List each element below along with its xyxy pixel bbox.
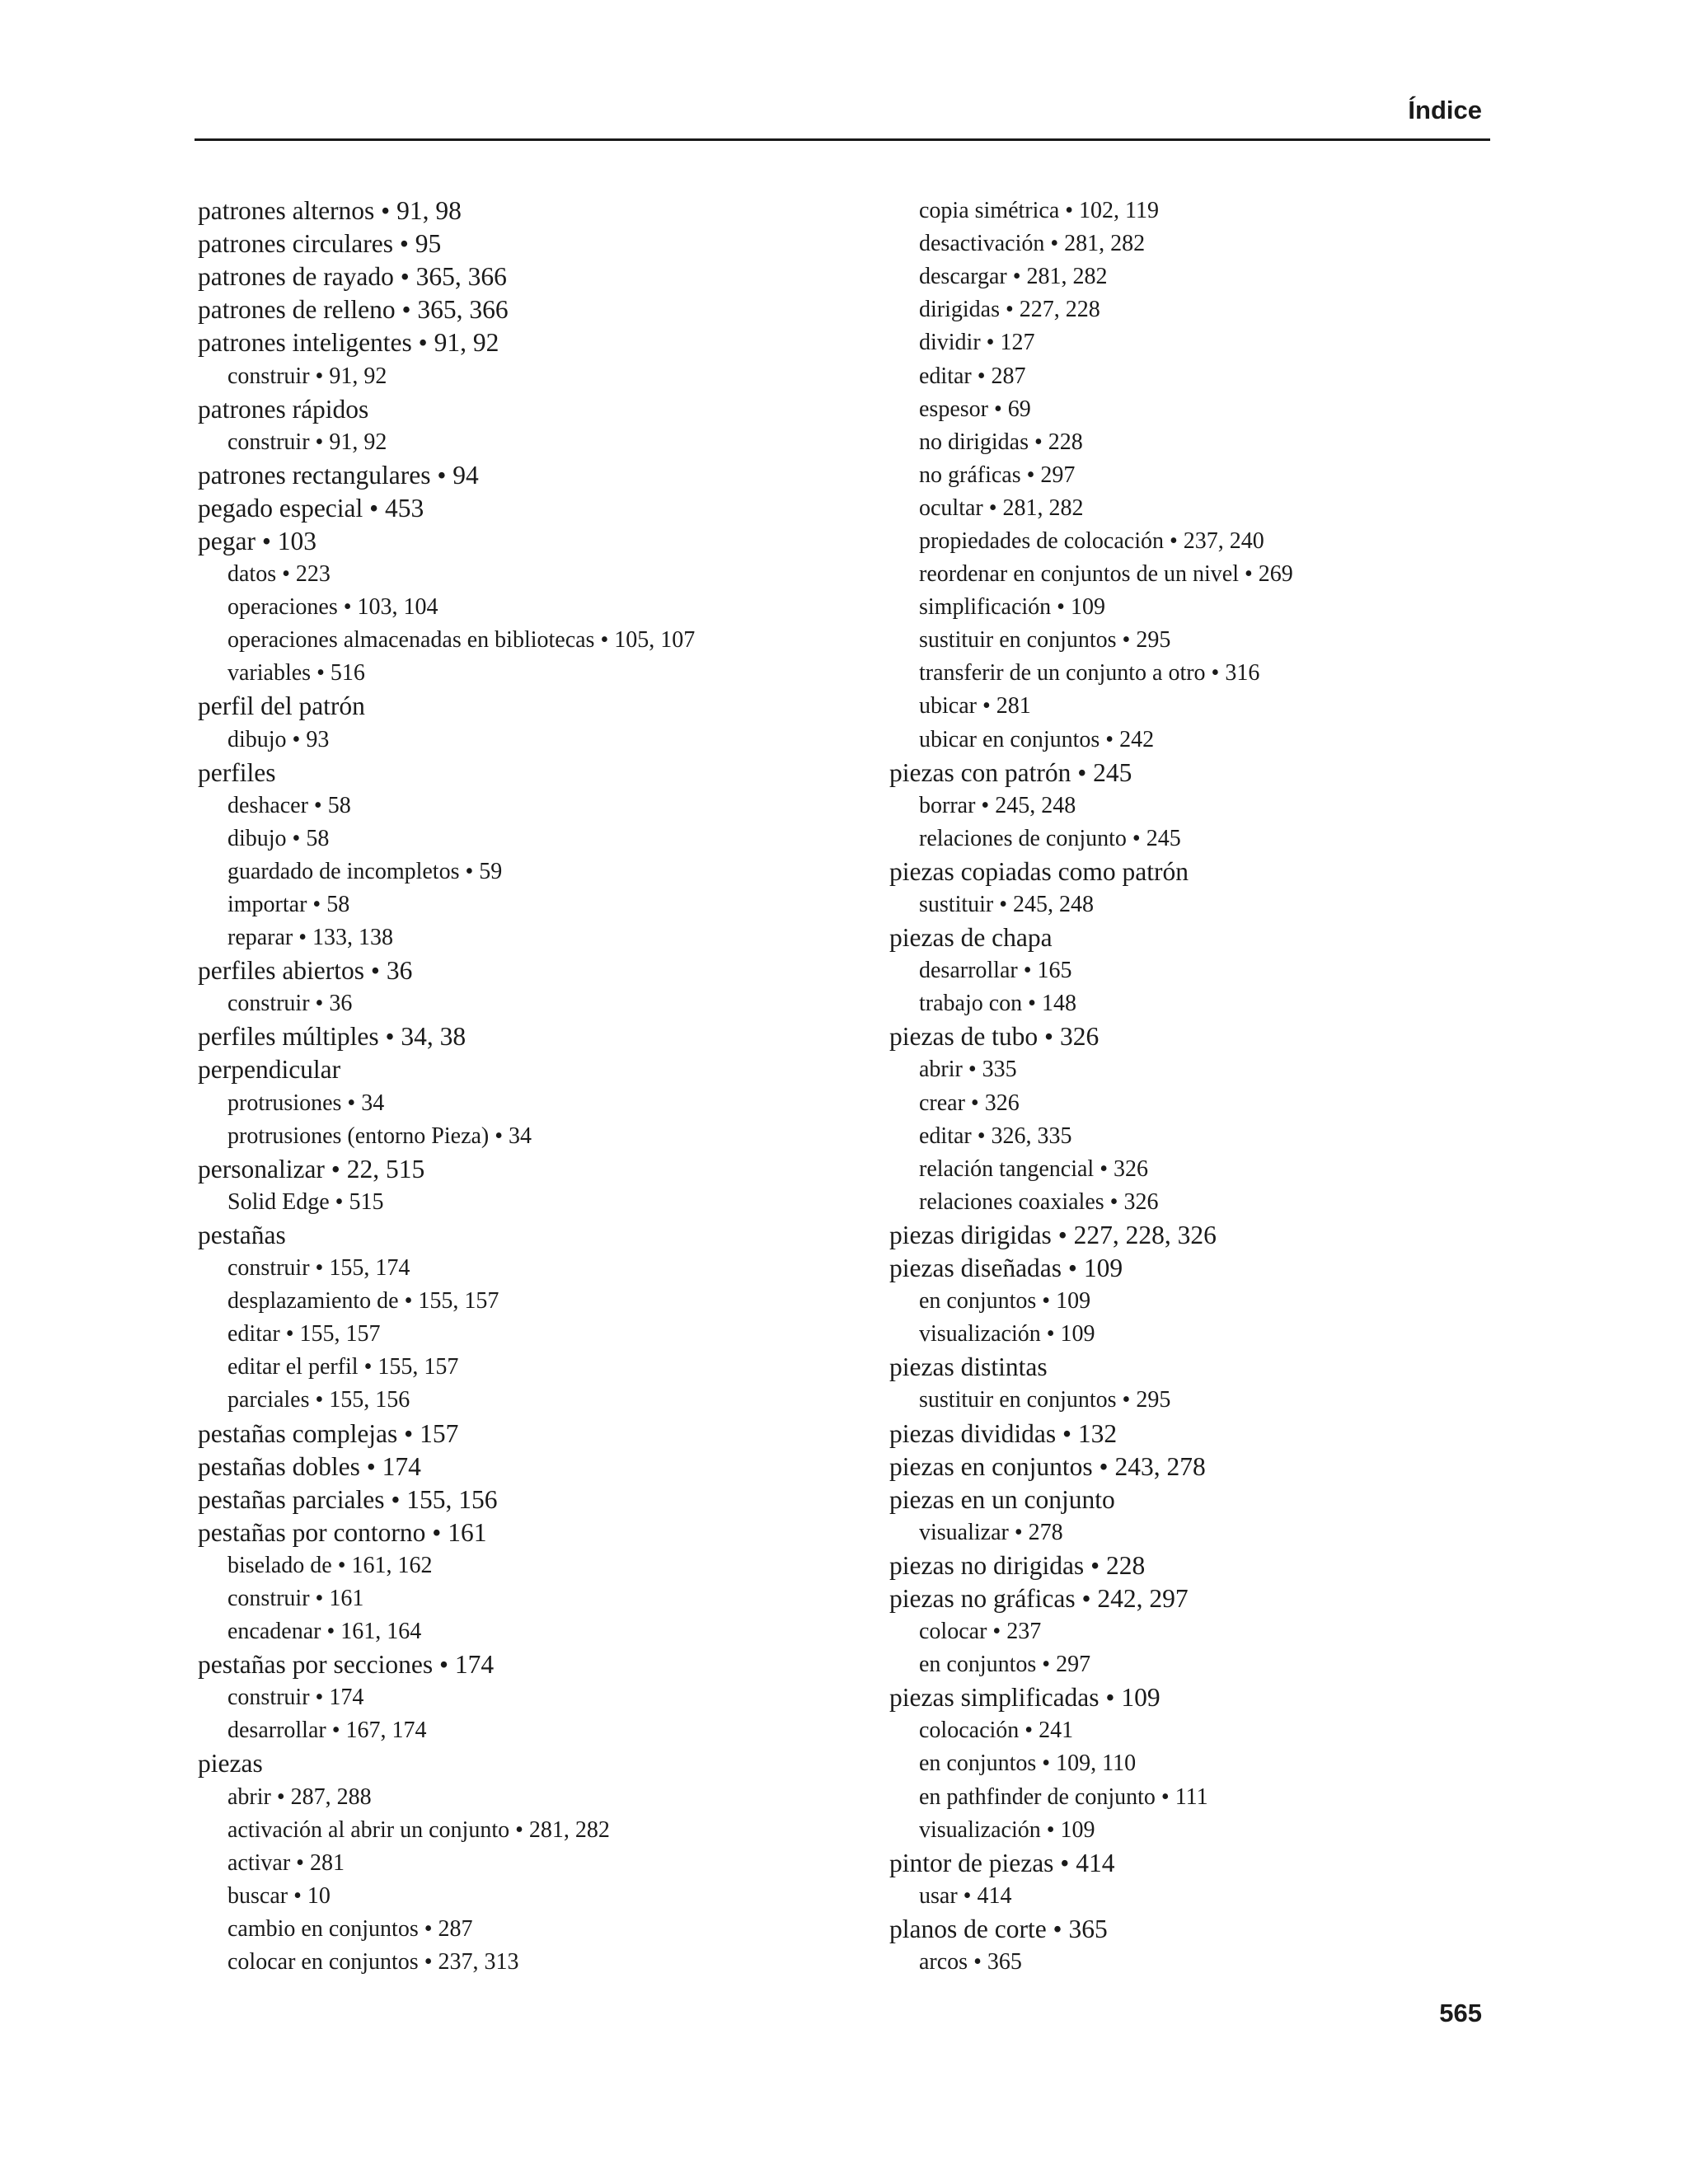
index-subentry: cambio en conjuntos • 287 — [227, 1915, 473, 1942]
index-subentry: propiedades de colocación • 237, 240 — [919, 527, 1264, 554]
index-subentry: dividir • 127 — [919, 330, 1035, 356]
index-entry: perfiles abiertos • 36 — [198, 956, 413, 986]
index-entry: piezas — [198, 1749, 263, 1779]
index-subentry: protrusiones • 34 — [227, 1090, 385, 1116]
index-subentry: espesor • 69 — [919, 396, 1031, 422]
index-subentry: editar • 155, 157 — [227, 1321, 381, 1347]
index-entry: piezas en un conjunto — [889, 1484, 1115, 1514]
index-subentry: editar • 287 — [919, 363, 1026, 389]
index-subentry: colocar en conjuntos • 237, 313 — [227, 1949, 519, 1975]
index-entry: patrones alternos • 91, 98 — [198, 196, 462, 226]
index-entry: pestañas — [198, 1220, 286, 1249]
index-subentry: abrir • 287, 288 — [227, 1783, 372, 1810]
index-subentry: sustituir en conjuntos • 295 — [919, 1387, 1171, 1413]
index-subentry: parciales • 155, 156 — [227, 1387, 410, 1413]
index-subentry: deshacer • 58 — [227, 792, 351, 818]
index-entry: patrones inteligentes • 91, 92 — [198, 328, 499, 358]
index-subentry: reparar • 133, 138 — [227, 925, 394, 951]
index-subentry: descargar • 281, 282 — [919, 264, 1108, 290]
index-subentry: borrar • 245, 248 — [919, 792, 1076, 818]
index-subentry: construir • 36 — [227, 991, 353, 1017]
index-entry: personalizar • 22, 515 — [198, 1154, 425, 1183]
index-entry: piezas distintas — [889, 1352, 1048, 1382]
page-number: 565 — [1439, 1999, 1482, 2027]
index-subentry: relaciones de conjunto • 245 — [919, 825, 1181, 851]
index-subentry: activar • 281 — [227, 1849, 345, 1876]
index-subentry: abrir • 335 — [919, 1057, 1017, 1083]
index-subentry: en pathfinder de conjunto • 111 — [919, 1783, 1208, 1810]
index-subentry: trabajo con • 148 — [919, 991, 1076, 1017]
index-subentry: desarrollar • 165 — [919, 958, 1072, 984]
index-subentry: colocar • 237 — [919, 1619, 1042, 1645]
index-subentry: visualización • 109 — [919, 1816, 1095, 1843]
index-entry: perfiles — [198, 757, 276, 787]
index-subentry: Solid Edge • 515 — [227, 1188, 384, 1215]
index-entry: piezas simplificadas • 109 — [889, 1683, 1160, 1713]
index-subentry: dibujo • 93 — [227, 726, 330, 752]
index-subentry: reordenar en conjuntos de un nivel • 269 — [919, 561, 1293, 588]
index-entry: pestañas dobles • 174 — [198, 1451, 421, 1481]
index-subentry: copia simétrica • 102, 119 — [919, 198, 1160, 224]
index-column-left — [198, 194, 874, 1979]
index-subentry: en conjuntos • 109 — [919, 1288, 1091, 1315]
index-subentry: ocultar • 281, 282 — [919, 494, 1084, 521]
index-subentry: colocación • 241 — [919, 1718, 1074, 1744]
index-entry: patrones circulares • 95 — [198, 229, 442, 259]
index-entry: patrones rápidos — [198, 394, 369, 424]
index-subentry: visualización • 109 — [919, 1321, 1095, 1347]
index-subentry: operaciones • 103, 104 — [227, 594, 438, 621]
index-subentry: biselado de • 161, 162 — [227, 1552, 433, 1578]
index-subentry: relación tangencial • 326 — [919, 1155, 1149, 1182]
index-entry: patrones rectangulares • 94 — [198, 460, 479, 490]
index-subentry: importar • 58 — [227, 892, 350, 918]
index-subentry: editar el perfil • 155, 157 — [227, 1354, 459, 1380]
index-entry: piezas no dirigidas • 228 — [889, 1550, 1146, 1580]
index-entry: perfiles múltiples • 34, 38 — [198, 1022, 467, 1052]
index-entry: piezas copiadas como patrón — [889, 856, 1189, 886]
index-entry: piezas diseñadas • 109 — [889, 1254, 1123, 1283]
index-subentry: operaciones almacenadas en bibliotecas • 105, 107 — [227, 627, 696, 654]
index-subentry: variables • 516 — [227, 660, 365, 687]
index-subentry: activación al abrir un conjunto • 281, 282 — [227, 1816, 610, 1843]
index-entry: pegar • 103 — [198, 526, 316, 555]
index-subentry: construir • 91, 92 — [227, 429, 387, 455]
index-subentry: arcos • 365 — [919, 1949, 1022, 1975]
index-subentry: construir • 161 — [227, 1585, 364, 1611]
index-subentry: construir • 155, 174 — [227, 1255, 410, 1282]
index-subentry: editar • 326, 335 — [919, 1122, 1072, 1149]
index-entry: patrones de rayado • 365, 366 — [198, 262, 507, 292]
index-entry: patrones de relleno • 365, 366 — [198, 295, 509, 325]
index-entry: pegado especial • 453 — [198, 493, 424, 523]
index-subentry: en conjuntos • 109, 110 — [919, 1750, 1137, 1777]
index-entry: pestañas por secciones • 174 — [198, 1650, 495, 1680]
index-subentry: visualizar • 278 — [919, 1519, 1063, 1545]
index-subentry: ubicar en conjuntos • 242 — [919, 726, 1155, 752]
index-subentry: dibujo • 58 — [227, 825, 330, 851]
index-subentry: dirigidas • 227, 228 — [919, 297, 1100, 323]
index-subentry: relaciones coaxiales • 326 — [919, 1188, 1159, 1215]
index-entry: pestañas complejas • 157 — [198, 1418, 459, 1448]
index-entry: pintor de piezas • 414 — [889, 1848, 1115, 1877]
index-subentry: transferir de un conjunto a otro • 316 — [919, 660, 1260, 687]
header-divider — [195, 138, 1490, 141]
index-entry: piezas no gráficas • 242, 297 — [889, 1583, 1189, 1613]
index-subentry: desarrollar • 167, 174 — [227, 1718, 427, 1744]
index-subentry: construir • 174 — [227, 1685, 364, 1711]
index-subentry: desplazamiento de • 155, 157 — [227, 1288, 499, 1315]
index-subentry: ubicar • 281 — [919, 693, 1031, 719]
index-subentry: guardado de incompletos • 59 — [227, 858, 503, 884]
index-subentry: en conjuntos • 297 — [919, 1652, 1091, 1678]
index-entry: piezas dirigidas • 227, 228, 326 — [889, 1220, 1217, 1249]
index-subentry: simplificación • 109 — [919, 594, 1105, 621]
index-entry: piezas de tubo • 326 — [889, 1022, 1100, 1052]
index-entry: piezas divididas • 132 — [889, 1418, 1118, 1448]
section-title: Índice — [1408, 96, 1482, 124]
index-entry: piezas de chapa — [889, 923, 1053, 953]
index-entry: piezas con patrón • 245 — [889, 757, 1132, 787]
index-subentry: construir • 91, 92 — [227, 363, 387, 389]
index-subentry: sustituir • 245, 248 — [919, 892, 1095, 918]
index-entry: piezas en conjuntos • 243, 278 — [889, 1451, 1206, 1481]
index-entry: planos de corte • 365 — [889, 1914, 1108, 1943]
index-entry: pestañas parciales • 155, 156 — [198, 1484, 498, 1514]
index-subentry: protrusiones (entorno Pieza) • 34 — [227, 1122, 532, 1149]
index-entry: pestañas por contorno • 161 — [198, 1517, 487, 1547]
index-subentry: buscar • 10 — [227, 1882, 331, 1909]
index-subentry: no gráficas • 297 — [919, 462, 1076, 488]
index-subentry: sustituir en conjuntos • 295 — [919, 627, 1171, 654]
index-subentry: datos • 223 — [227, 561, 331, 588]
index-subentry: encadenar • 161, 164 — [227, 1619, 422, 1645]
index-subentry: crear • 326 — [919, 1090, 1020, 1116]
index-entry: perfil del patrón — [198, 691, 365, 721]
index-entry: perpendicular — [198, 1055, 341, 1085]
index-column-right — [889, 194, 1532, 1979]
index-subentry: usar • 414 — [919, 1882, 1012, 1909]
index-subentry: desactivación • 281, 282 — [919, 231, 1146, 257]
index-subentry: no dirigidas • 228 — [919, 429, 1083, 455]
